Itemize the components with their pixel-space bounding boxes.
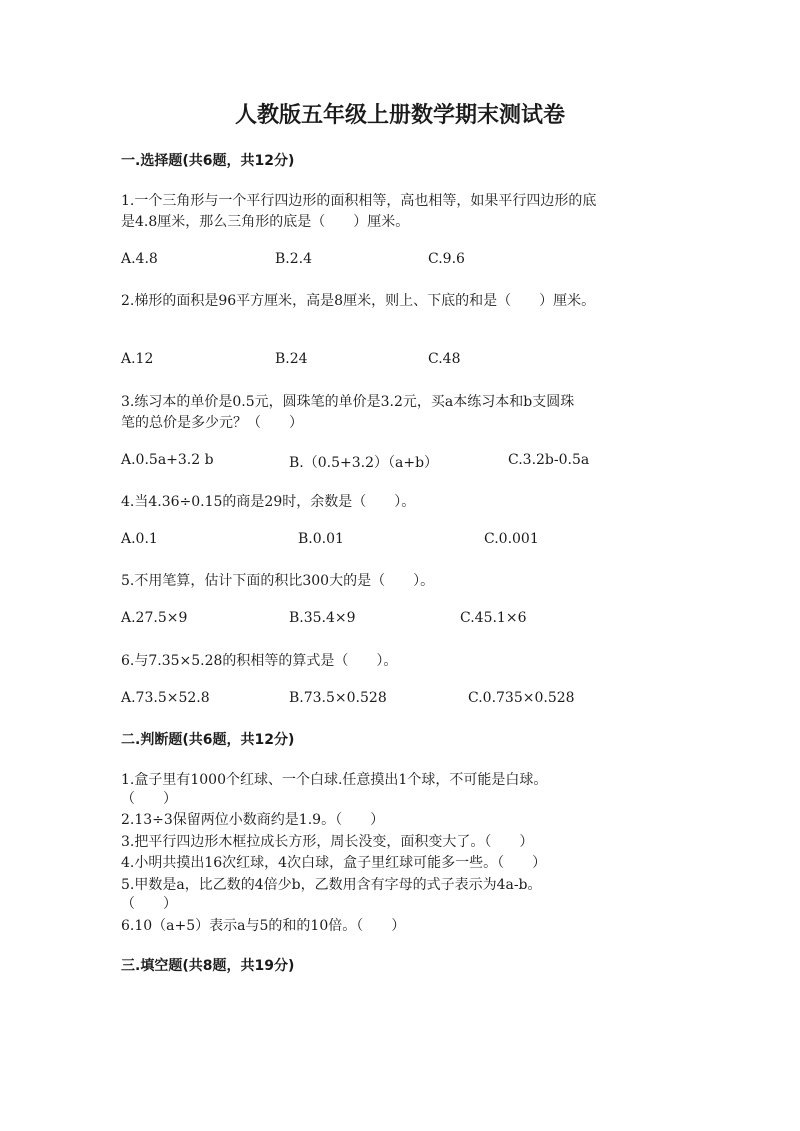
question-1-line-2: 是4.8厘米，那么三角形的底是（ ）厘米。 xyxy=(121,214,410,230)
judge-line-2: （ ） xyxy=(121,791,177,807)
question-5-option-b: B.35.4×9 xyxy=(289,610,356,626)
question-2-option-c: C.48 xyxy=(428,351,461,367)
question-5-line-1: 5.不用笔算，估计下面的积比300大的是（ ）。 xyxy=(121,573,435,589)
question-4-line-1: 4.当4.36÷0.15的商是29时，余数是（ ）。 xyxy=(121,494,416,510)
question-4-option-c: C.0.001 xyxy=(484,531,539,547)
question-3-line-2: 笔的总价是多少元？（ ） xyxy=(121,415,303,431)
section-header-judge: 二.判断题(共6题，共12分) xyxy=(121,732,295,748)
judge-line-5: 4.小明共摸出16次红球，4次白球，盒子里红球可能多一些。（ ） xyxy=(121,855,547,871)
question-1-option-a: A.4.8 xyxy=(121,251,158,267)
question-2-option-a: A.12 xyxy=(121,351,154,367)
question-3-option-a: A.0.5a+3.2 b xyxy=(121,452,214,468)
section-header-fill: 三.填空题(共8题，共19分) xyxy=(121,958,295,974)
question-2-line-1: 2.梯形的面积是96平方厘米，高是8厘米，则上、下底的和是（ ）厘米。 xyxy=(121,293,596,309)
question-6-option-c: C.0.735×0.528 xyxy=(468,690,575,706)
judge-line-1: 1.盒子里有1000个红球、一个白球.任意摸出1个球，不可能是白球。 xyxy=(121,772,548,788)
question-6-line-1: 6.与7.35×5.28的积相等的算式是（ ）。 xyxy=(121,653,398,669)
judge-line-8: 6.10（a+5）表示a与5的和的10倍。（ ） xyxy=(121,918,406,934)
question-6-option-b: B.73.5×0.528 xyxy=(289,690,387,706)
judge-line-7: （ ） xyxy=(121,896,177,912)
question-4-option-a: A.0.1 xyxy=(121,531,158,547)
question-3-line-1: 3.练习本的单价是0.5元，圆珠笔的单价是3.2元，买a本练习本和b支圆珠 xyxy=(121,394,575,410)
question-1-option-b: B.2.4 xyxy=(275,251,313,267)
question-3-option-b: B.（0.5+3.2）（a+b） xyxy=(289,455,439,471)
judge-line-3: 2.13÷3保留两位小数商约是1.9。（ ） xyxy=(121,812,385,828)
question-4-option-b: B.0.01 xyxy=(298,531,344,547)
judge-line-6: 5.甲数是a，比乙数的4倍少b，乙数用含有字母的式子表示为4a-b。 xyxy=(121,877,542,893)
exam-title: 人教版五年级上册数学期末测试卷 xyxy=(234,103,565,128)
question-6-option-a: A.73.5×52.8 xyxy=(121,690,210,706)
question-2-option-b: B.24 xyxy=(275,351,308,367)
question-5-option-c: C.45.1×6 xyxy=(460,610,527,626)
question-5-option-a: A.27.5×9 xyxy=(121,610,188,626)
section-header-choice: 一.选择题(共6题，共12分) xyxy=(121,153,295,169)
question-1-line-1: 1.一个三角形与一个平行四边形的面积相等，高也相等，如果平行四边形的底 xyxy=(121,193,597,209)
question-3-option-c: C.3.2b-0.5a xyxy=(508,452,590,468)
judge-line-4: 3.把平行四边形木框拉成长方形，周长没变，面积变大了。（ ） xyxy=(121,834,534,850)
question-1-option-c: C.9.6 xyxy=(428,251,465,267)
